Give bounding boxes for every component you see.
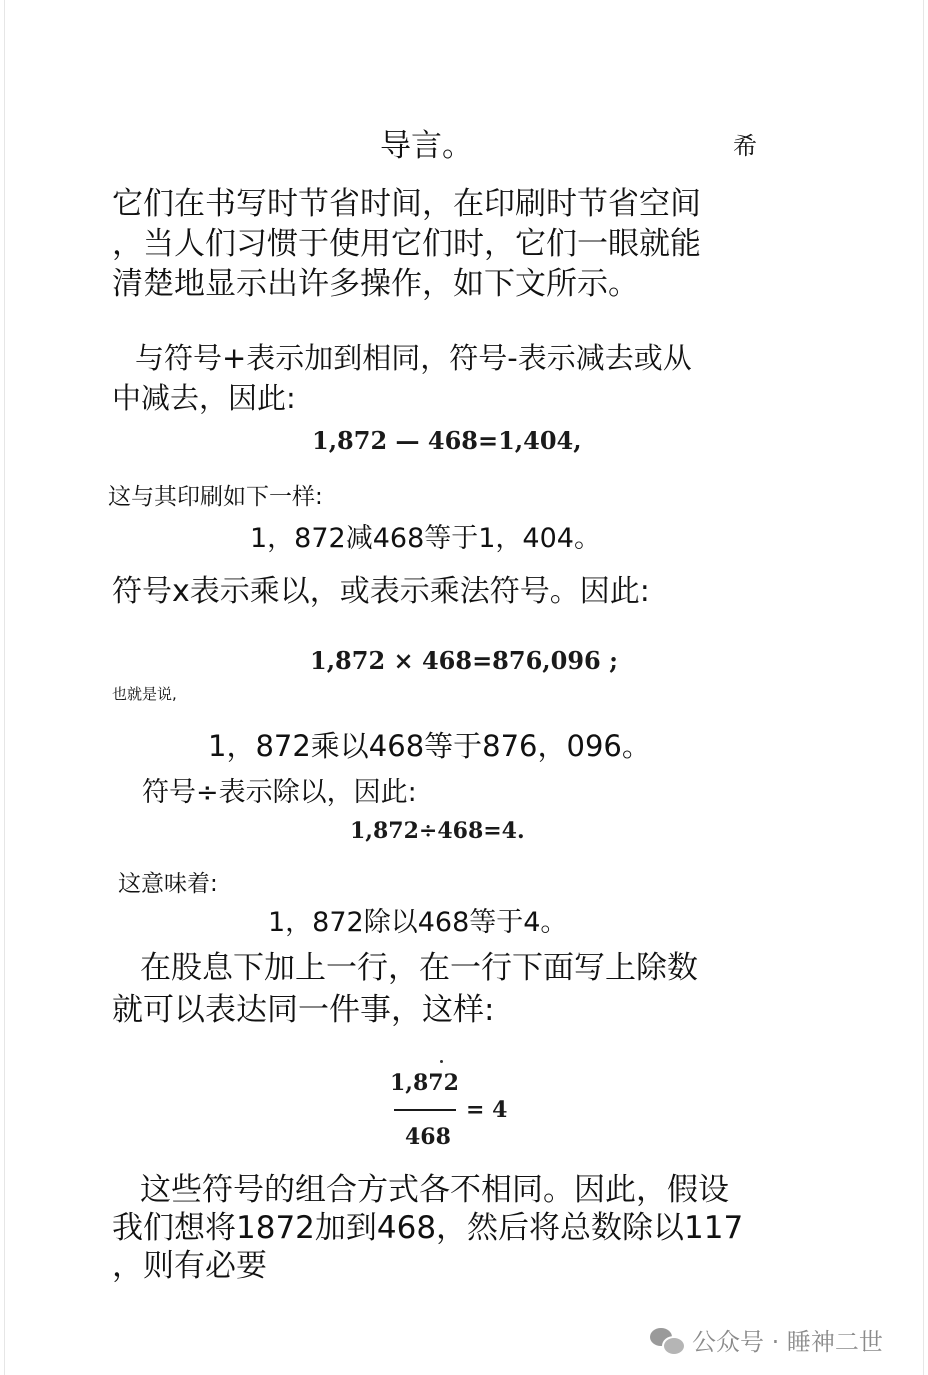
paragraph-combination-line-3: ，则有必要 — [112, 1248, 267, 1284]
fraction-bar — [394, 1109, 456, 1111]
text-printed-as: 这与其印刷如下一样: — [108, 484, 323, 510]
paragraph-multiply: 符号x表示乘以，或表示乘法符号。因此: — [112, 574, 650, 609]
equation-multiplication-words: 1，872乘以468等于876，096。 — [208, 729, 651, 763]
page-border-left — [4, 0, 5, 1375]
paragraph-combination-line-2: 我们想将1872加到468，然后将总数除以117 — [112, 1210, 744, 1246]
paragraph-line-below-dividend-1: 在股息下加上一行，在一行下面写上除数 — [140, 950, 698, 986]
watermark-text: 公众号 · 睡神二世 — [692, 1328, 883, 1356]
page-border-right — [923, 0, 924, 1375]
page-title: 导言。 — [380, 128, 473, 164]
paragraph-line-below-dividend-2: 就可以表达同一件事，这样: — [112, 992, 495, 1028]
fraction-denominator: 468 — [405, 1124, 451, 1150]
paragraph-2-line-2: 中减去，因此: — [112, 381, 296, 415]
watermark — [650, 1322, 883, 1357]
equation-multiplication: 1,872 × 468=876,096 ; — [310, 646, 618, 675]
fraction-dot — [440, 1060, 443, 1063]
paragraph-1-line-2: ，当人们习惯于使用它们时，它们一眼就能 — [112, 226, 701, 262]
text-this-means: 这意味着: — [118, 871, 218, 897]
equation-subtraction: 1,872 — 468=1,404, — [312, 426, 582, 455]
paragraph-combination-line-1: 这些符号的组合方式各不相同。因此，假设 — [140, 1172, 729, 1208]
equation-division-words: 1，872除以468等于4。 — [268, 907, 568, 938]
paragraph-1-line-3: 清楚地显示出许多操作，如下文所示。 — [112, 266, 639, 302]
paragraph-2-line-1: 与符号+表示加到相同，符号-表示减去或从 — [135, 341, 692, 375]
equation-division: 1,872÷468=4. — [350, 818, 525, 844]
fraction-result: = 4 — [466, 1097, 508, 1123]
equation-subtraction-words: 1，872减468等于1，404。 — [250, 523, 601, 554]
wechat-icon — [650, 1326, 684, 1354]
text-that-is: 也就是说, — [112, 685, 177, 703]
paragraph-1-line-1: 它们在书写时节省时间，在印刷时节省空间 — [112, 186, 701, 222]
fraction-numerator: 1,872 — [390, 1070, 459, 1096]
header-corner-char: 希 — [733, 132, 757, 160]
paragraph-divide: 符号÷表示除以，因此: — [142, 777, 417, 808]
